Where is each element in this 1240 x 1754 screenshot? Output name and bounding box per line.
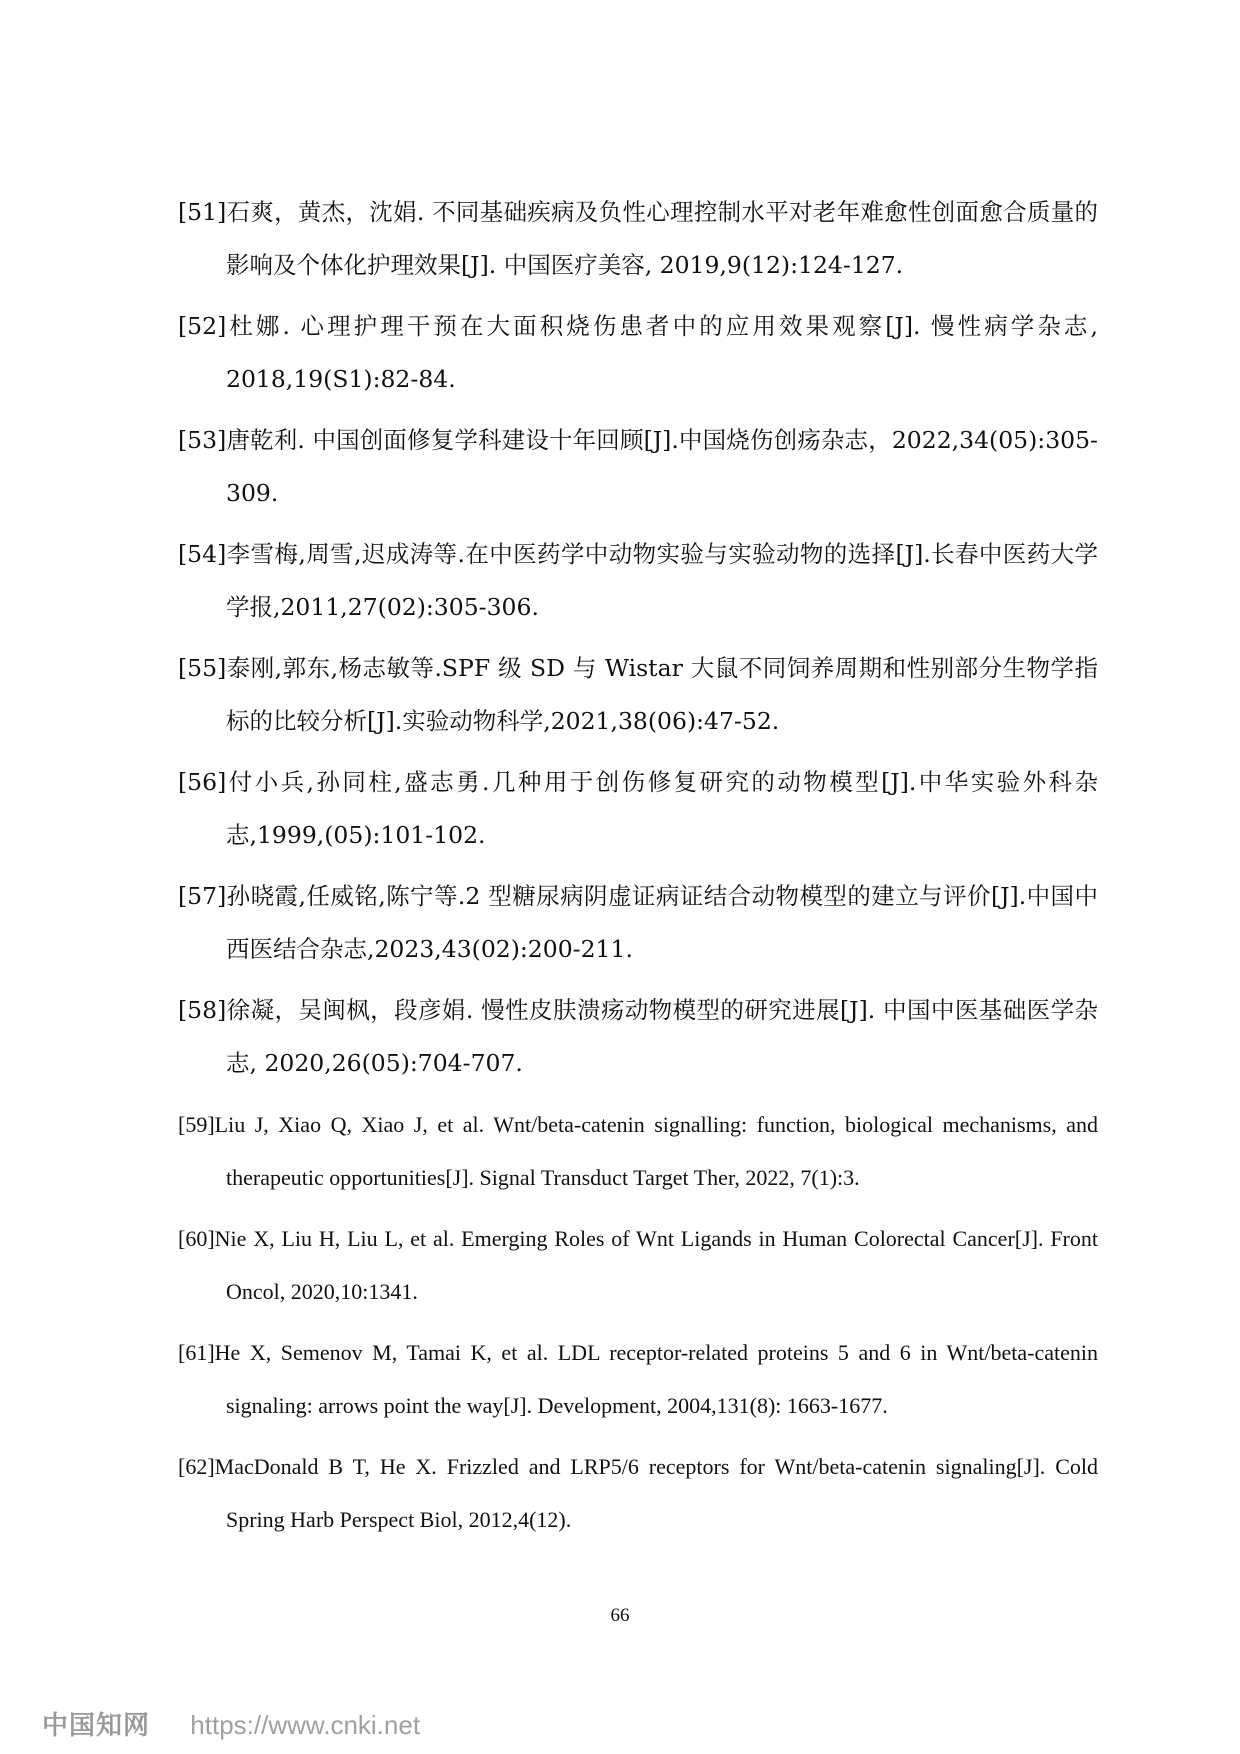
reference-item-61: [61]He X, Semenov M, Tamai K, et al. LDL receptor-related proteins 5 and 6 in Wnt/beta-catenin signaling: arrows point the way[J]. Development, 2004,131(8): 1663-1677. xyxy=(178,1340,1098,1418)
reference-list xyxy=(178,186,1098,1546)
reference-item-57: [57]孙晓霞,任威铭,陈宁等.2 型糖尿病阴虚证病证结合动物模型的建立与评价[J].中国中西医结合杂志,2023,43(02):200-211. xyxy=(178,882,1098,963)
watermark-footer xyxy=(42,1705,420,1745)
reference-item-52: [52]杜娜. 心理护理干预在大面积烧伤患者中的应用效果观察[J]. 慢性病学杂志, 2018,19(S1):82-84. xyxy=(178,312,1098,393)
page-number: 66 xyxy=(610,1605,630,1626)
reference-item-60: [60]Nie X, Liu H, Liu L, et al. Emerging Roles of Wnt Ligands in Human Colorectal Cancer[J]. Front Oncol, 2020,10:1341. xyxy=(178,1226,1098,1304)
reference-item-58: [58]徐凝，吴闽枫，段彦娟. 慢性皮肤溃疡动物模型的研究进展[J]. 中国中医基础医学杂志, 2020,26(05):704-707. xyxy=(178,996,1098,1077)
reference-item-53: [53]唐乾利. 中国创面修复学科建设十年回顾[J].中国烧伤创疡杂志，2022,34(05):305-309. xyxy=(178,426,1098,507)
reference-item-56: [56]付小兵,孙同柱,盛志勇.几种用于创伤修复研究的动物模型[J].中华实验外科杂志,1999,(05):101-102. xyxy=(178,768,1098,849)
cnki-url: https://www.cnki.net xyxy=(190,1710,421,1740)
reference-item-54: [54]李雪梅,周雪,迟成涛等.在中医药学中动物实验与实验动物的选择[J].长春中医药大学学报,2011,27(02):305-306. xyxy=(178,540,1098,621)
reference-item-59: [59]Liu J, Xiao Q, Xiao J, et al. Wnt/beta-catenin signalling: function, biological mechanisms, and therapeutic opportunities[J]. Signal Transduct Target Ther, 2022, 7(1):3. xyxy=(178,1112,1098,1190)
reference-item-55: [55]泰刚,郭东,杨志敏等.SPF 级 SD 与 Wistar 大鼠不同饲养周期和性别部分生物学指标的比较分析[J].实验动物科学,2021,38(06):47-52. xyxy=(178,654,1098,735)
cnki-brand-logo: 中国知网 xyxy=(42,1711,151,1741)
reference-item-62: [62]MacDonald B T, He X. Frizzled and LRP5/6 receptors for Wnt/beta-catenin signaling[J]. Cold Spring Harb Perspect Biol, 2012,4(12). xyxy=(178,1454,1098,1532)
reference-item-51: [51]石爽，黄杰，沈娟. 不同基础疾病及负性心理控制水平对老年难愈性创面愈合质量的影响及个体化护理效果[J]. 中国医疗美容, 2019,9(12):124-127. xyxy=(178,198,1098,279)
